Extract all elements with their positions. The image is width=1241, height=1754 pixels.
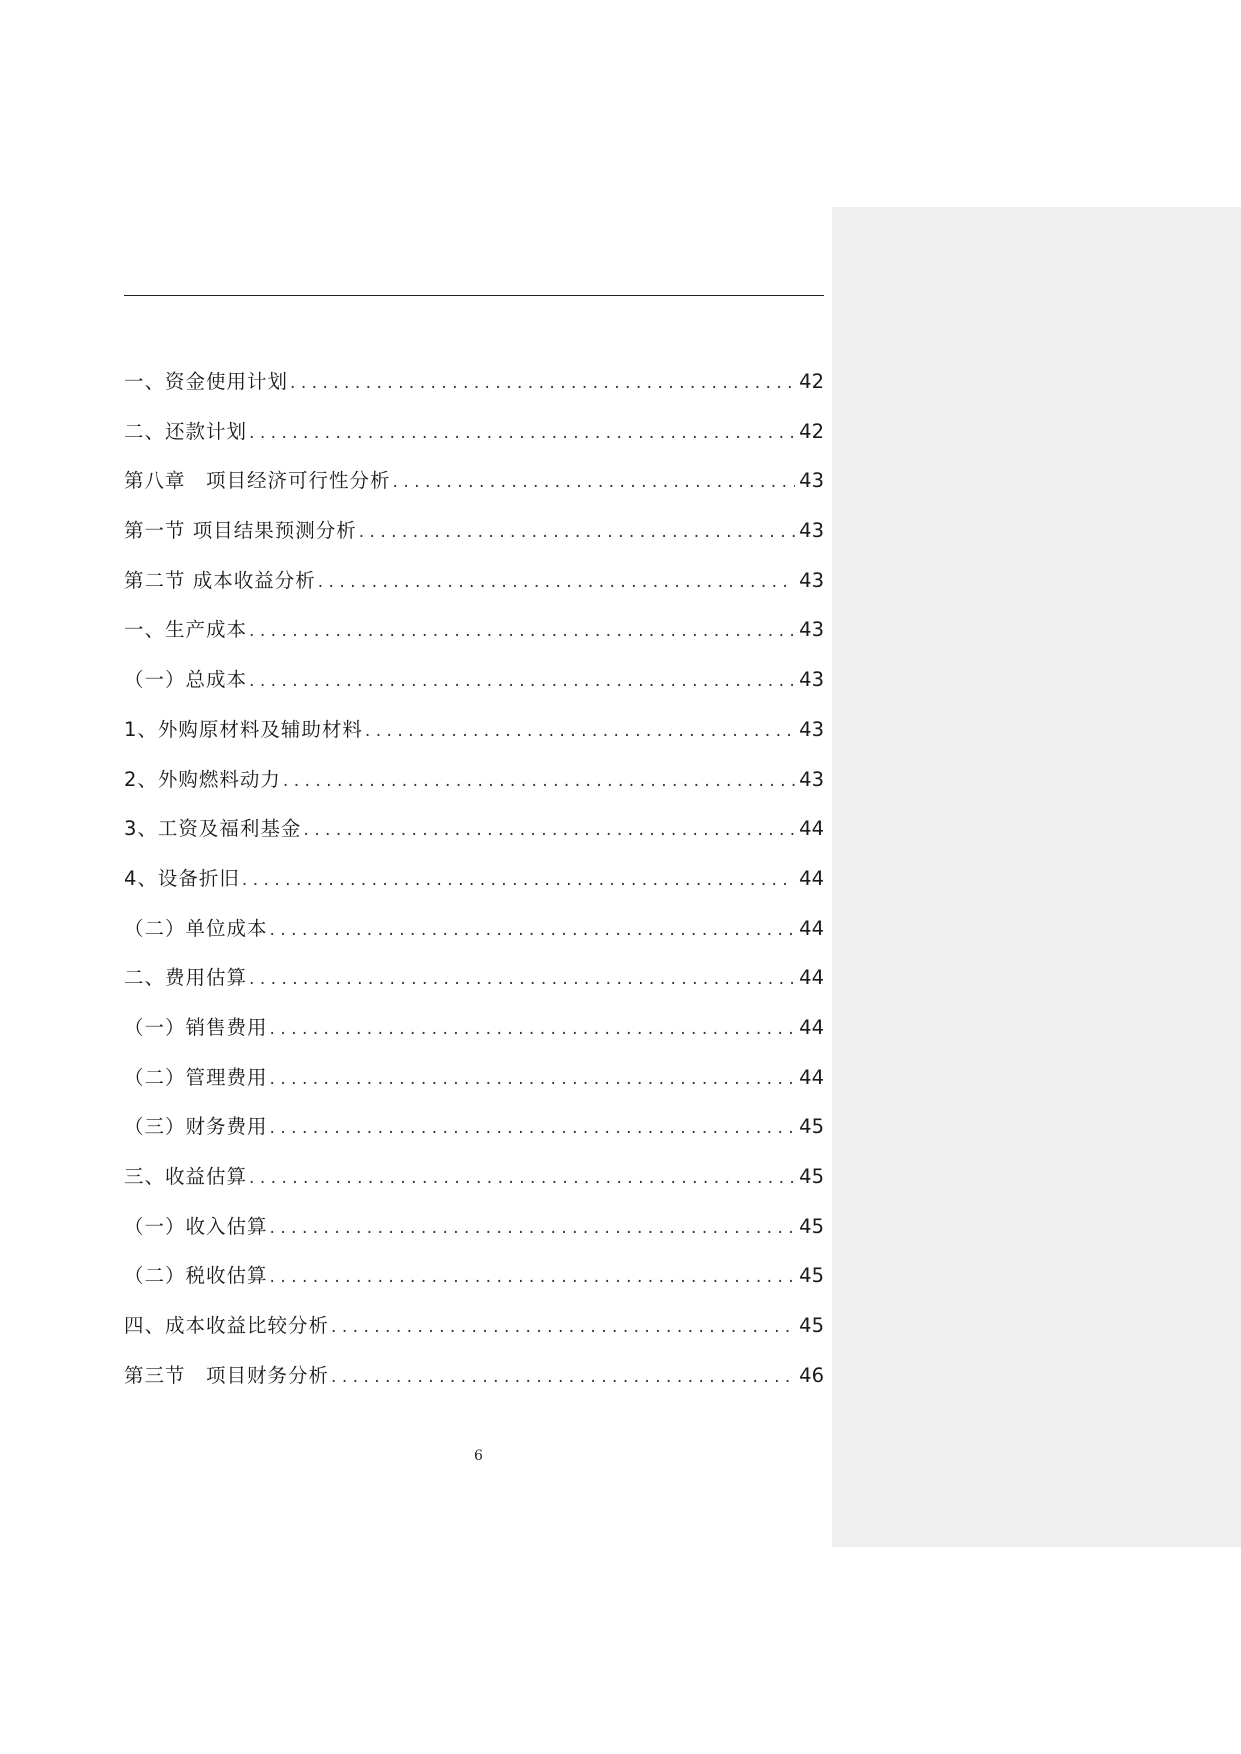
- toc-dot-leader: [249, 1168, 795, 1188]
- toc-dot-leader: [303, 820, 795, 840]
- toc-entry-title: （二）单位成本: [124, 916, 268, 940]
- toc-dot-leader: [331, 1317, 795, 1337]
- page-number: 6: [474, 1448, 483, 1464]
- toc-entry-page: 42: [799, 370, 824, 393]
- table-of-contents: [124, 366, 824, 1409]
- toc-entry[interactable]: [124, 962, 824, 1012]
- toc-entry-page: 43: [799, 469, 824, 493]
- comment-pane: [832, 207, 1241, 1547]
- toc-dot-leader: [249, 969, 795, 989]
- toc-entry-title: （三）财务费用: [124, 1115, 268, 1139]
- toc-entry[interactable]: [124, 614, 824, 664]
- toc-dot-leader: [249, 621, 795, 641]
- toc-entry-page: 45: [799, 1214, 824, 1238]
- toc-entry-title: 4、设备折旧: [124, 866, 240, 890]
- toc-entry-page: 44: [799, 866, 824, 890]
- toc-entry-title: 1、外购原材料及辅助材料: [124, 717, 363, 741]
- toc-entry[interactable]: [124, 1360, 824, 1410]
- toc-dot-leader: [242, 870, 795, 890]
- toc-dot-leader: [359, 522, 795, 542]
- toc-entry[interactable]: [124, 664, 824, 714]
- toc-dot-leader: [270, 920, 796, 940]
- toc-entry-page: 43: [799, 618, 824, 642]
- toc-entry[interactable]: [124, 714, 824, 764]
- toc-entry-page: 45: [799, 1115, 824, 1139]
- toc-entry[interactable]: [124, 515, 824, 565]
- toc-entry-page: 43: [799, 668, 824, 692]
- toc-entry[interactable]: [124, 1211, 824, 1261]
- toc-entry-page: 43: [799, 519, 824, 543]
- toc-entry[interactable]: [124, 813, 824, 863]
- toc-entry[interactable]: [124, 1260, 824, 1310]
- toc-entry-title: 第八章 项目经济可行性分析: [124, 469, 391, 493]
- toc-entry-title: 二、还款计划: [124, 419, 248, 443]
- toc-dot-leader: [365, 721, 795, 741]
- toc-entry-title: 一、资金使用计划: [124, 370, 289, 393]
- toc-entry-title: 2、外购燃料动力: [124, 767, 281, 791]
- toc-dot-leader: [290, 373, 795, 393]
- toc-dot-leader: [249, 423, 795, 443]
- toc-entry[interactable]: [124, 863, 824, 913]
- toc-entry[interactable]: [124, 416, 824, 466]
- toc-dot-leader: [331, 1367, 795, 1387]
- toc-entry-page: 43: [799, 767, 824, 791]
- toc-entry-title: 3、工资及福利基金: [124, 817, 302, 841]
- toc-entry-title: （一）收入估算: [124, 1214, 268, 1238]
- toc-entry[interactable]: [124, 913, 824, 963]
- toc-entry-title: 四、成本收益比较分析: [124, 1314, 330, 1338]
- toc-entry-title: 三、收益估算: [124, 1165, 248, 1188]
- toc-entry-page: 45: [799, 1165, 824, 1188]
- toc-dot-leader: [318, 572, 795, 592]
- toc-entry-title: 第一节 项目结果预测分析: [124, 519, 357, 543]
- toc-entry[interactable]: [124, 565, 824, 615]
- toc-entry-page: 45: [799, 1314, 824, 1338]
- toc-entry-page: 44: [799, 916, 824, 940]
- toc-entry-title: （二）管理费用: [124, 1065, 268, 1089]
- toc-dot-leader: [283, 771, 795, 791]
- toc-entry-title: 第二节 成本收益分析: [124, 568, 316, 592]
- toc-entry-page: 43: [799, 717, 824, 741]
- header-rule: [124, 295, 824, 296]
- toc-entry-title: 一、生产成本: [124, 618, 248, 642]
- toc-entry-page: 44: [799, 1015, 824, 1039]
- toc-entry[interactable]: [124, 1161, 824, 1211]
- toc-dot-leader: [270, 1069, 796, 1089]
- toc-dot-leader: [393, 472, 796, 492]
- toc-entry-title: （一）销售费用: [124, 1015, 268, 1039]
- toc-entry-page: 45: [799, 1264, 824, 1288]
- toc-entry[interactable]: [124, 1012, 824, 1062]
- toc-entry[interactable]: [124, 1062, 824, 1112]
- toc-dot-leader: [249, 671, 795, 691]
- toc-entry-page: 44: [799, 1065, 824, 1089]
- toc-entry-page: 44: [799, 966, 824, 990]
- toc-dot-leader: [270, 1019, 796, 1039]
- toc-entry[interactable]: [124, 465, 824, 515]
- toc-dot-leader: [270, 1267, 796, 1287]
- toc-entry-title: 二、费用估算: [124, 966, 248, 990]
- toc-entry-title: 第三节 项目财务分析: [124, 1363, 330, 1387]
- toc-entry[interactable]: [124, 764, 824, 814]
- toc-entry[interactable]: [124, 1310, 824, 1360]
- toc-dot-leader: [270, 1218, 796, 1238]
- toc-entry[interactable]: [124, 366, 824, 416]
- toc-entry[interactable]: [124, 1111, 824, 1161]
- toc-entry-page: 46: [799, 1363, 824, 1387]
- toc-entry-page: 44: [799, 817, 824, 841]
- toc-dot-leader: [270, 1118, 796, 1138]
- toc-entry-title: （一）总成本: [124, 668, 248, 692]
- toc-entry-title: （二）税收估算: [124, 1264, 268, 1288]
- toc-entry-page: 42: [799, 419, 824, 443]
- toc-entry-page: 43: [799, 568, 824, 592]
